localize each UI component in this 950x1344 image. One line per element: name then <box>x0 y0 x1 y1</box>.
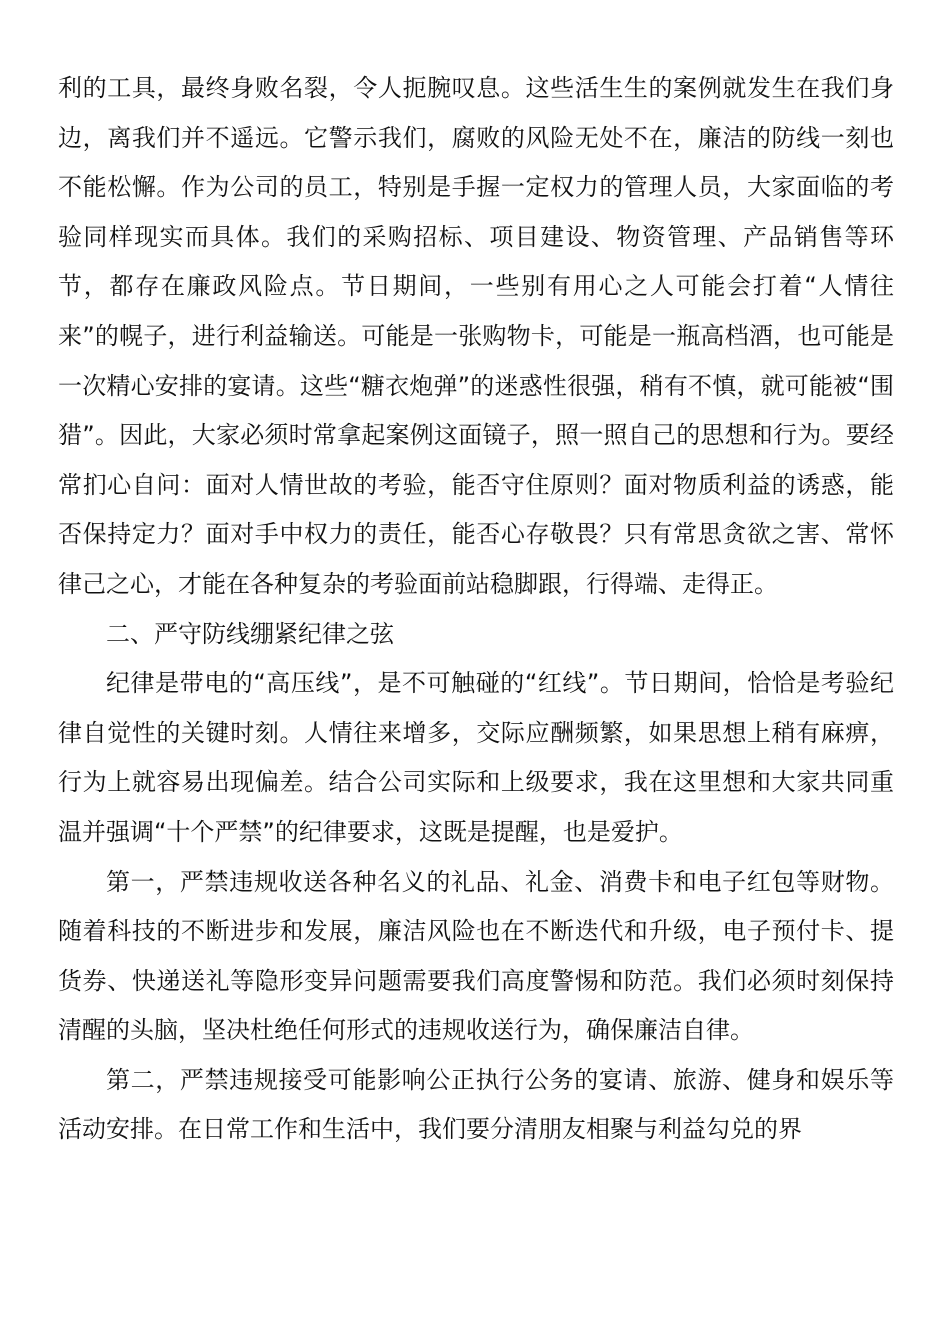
paragraph-rule-two: 第二，严禁违规接受可能影响公正执行公务的宴请、旅游、健身和娱乐等活动安排。在日常工作和生活中，我们要分清朋友相聚与利益勾兑的界 <box>58 1065 894 1144</box>
paragraph-continuation: 利的工具，最终身败名裂，令人扼腕叹息。这些活生生的案例就发生在我们身边，离我们并不遥远。它警示我们，腐败的风险无处不在，廉洁的防线一刻也不能松懈。作为公司的员工，特别是手握一定权力的管理人员，大家面临的考验同样现实而具体。我们的采购招标、项目建设、物资管理、产品销售等环节，都存在廉政风险点。节日期间，一些别有用心之人可能会打着“人情往来”的幌子，进行利益输送。可能是一张购物卡，可能是一瓶高档酒，也可能是一次精心安排的宴请。这些“糖衣炮弹”的迷惑性很强，稍有不慎，就可能被“围猎”。因此，大家必须时常拿起案例这面镜子，照一照自己的思想和行为。要经常扪心自问：面对人情世故的考验，能否守住原则？面对物质利益的诱惑，能否保持定力？面对手中权力的责任，能否心存敬畏？只有常思贪欲之害、常怀律己之心，才能在各种复杂的考验面前站稳脚跟，行得端、走得正。 <box>58 74 894 598</box>
section-heading: 二、严守防线绷紧纪律之弦 <box>106 619 394 648</box>
paragraph-rule-one: 第一，严禁违规收送各种名义的礼品、礼金、消费卡和电子红包等财物。随着科技的不断进步和发展，廉洁风险也在不断迭代和升级，电子预付卡、提货券、快递送礼等隐形变异问题需要我们高度警惕和防范。我们必须时刻保持清醒的头脑，坚决杜绝任何形式的违规收送行为，确保廉洁自律。 <box>58 867 894 1045</box>
document-page <box>58 64 894 1155</box>
paragraph-discipline: 纪律是带电的“高压线”，是不可触碰的“红线”。节日期间，恰恰是考验纪律自觉性的关键时刻。人情往来增多，交际应酬频繁，如果思想上稍有麻痹，行为上就容易出现偏差。结合公司实际和上级要求，我在这里想和大家共同重温并强调“十个严禁”的纪律要求，这既是提醒，也是爱护。 <box>58 669 894 846</box>
